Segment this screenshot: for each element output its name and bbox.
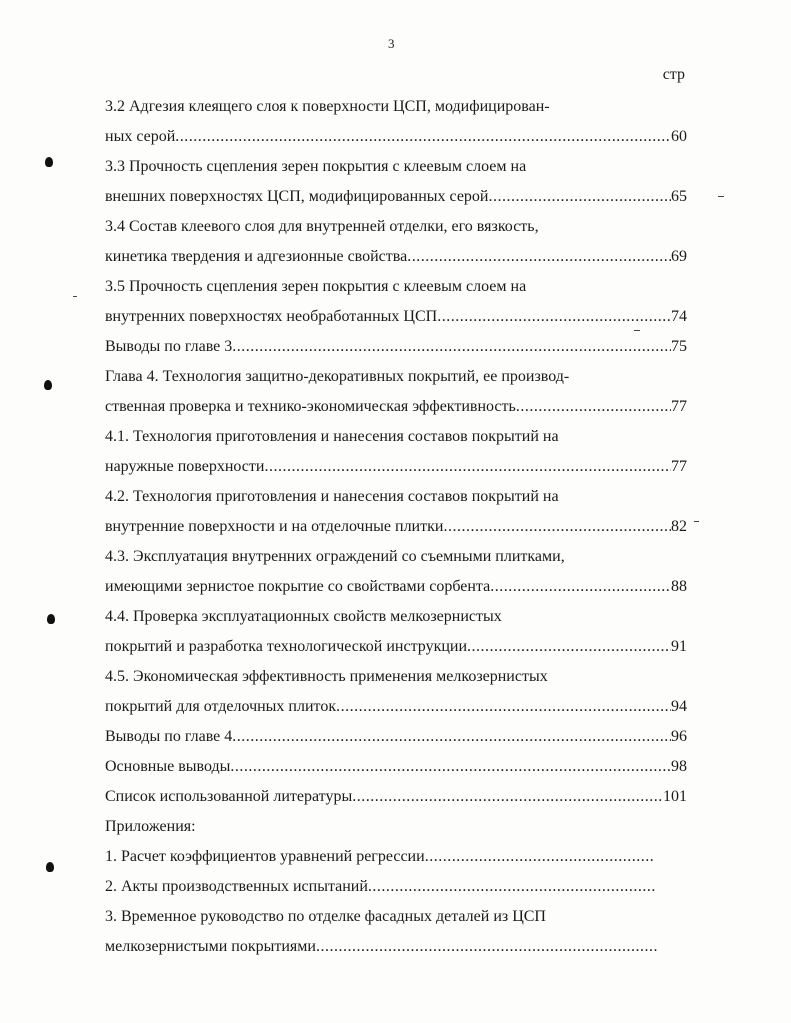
leader-dots bbox=[437, 302, 671, 332]
toc-page-number: 94 bbox=[671, 698, 687, 715]
toc-entry-text: покрытий для отделочных плиток bbox=[105, 698, 337, 715]
leader-dots bbox=[316, 932, 657, 962]
leader-dots bbox=[516, 392, 671, 422]
binder-hole-mark bbox=[47, 614, 55, 624]
toc-entry-text: ственная проверка и технико-экономическая эффективность bbox=[105, 398, 516, 415]
leader-dots bbox=[352, 782, 663, 812]
appendix-entry-text: мелкозернистыми покрытиями bbox=[105, 938, 316, 955]
toc-entry-line bbox=[105, 722, 687, 752]
toc-entry-line bbox=[105, 122, 687, 152]
binder-hole-mark bbox=[46, 862, 54, 872]
leader-dots bbox=[490, 572, 671, 602]
toc-entry-line: 4.4. Проверка эксплуатационных свойств мелкозернистых bbox=[105, 608, 502, 625]
toc-entry-text: имеющими зернистое покрытие со свойствами сорбента bbox=[105, 578, 491, 595]
scan-speck bbox=[634, 330, 640, 331]
toc-entry-line bbox=[105, 392, 687, 422]
toc-entry-text: наружные поверхности bbox=[105, 458, 265, 475]
toc-entry-line bbox=[105, 782, 687, 812]
scan-speck bbox=[718, 196, 724, 197]
leader-dots bbox=[488, 182, 671, 212]
toc-entry-line: 3.3 Прочность сцепления зерен покрытия с клеевым слоем на bbox=[105, 158, 527, 175]
toc-entry-line bbox=[105, 332, 687, 362]
leader-dots bbox=[336, 692, 671, 722]
toc-entry-line: 4.3. Эксплуатация внутренних ограждений со съемными плитками, bbox=[105, 548, 565, 565]
leader-dots bbox=[425, 842, 655, 872]
toc-entry-line bbox=[105, 692, 687, 722]
toc-page-number: 74 bbox=[671, 308, 687, 325]
toc-entry-text: Выводы по главе 4 bbox=[105, 728, 233, 745]
binder-hole-mark bbox=[45, 157, 53, 167]
toc-page-number: 98 bbox=[671, 758, 687, 775]
appendix-entry-line bbox=[105, 842, 655, 872]
appendix-entry-text: 1. Расчет коэффициентов уравнений регрессии bbox=[105, 848, 425, 865]
appendix-entry-line bbox=[105, 872, 657, 902]
toc-entry-text: Список использованной литературы bbox=[105, 788, 353, 805]
leader-dots bbox=[264, 452, 671, 482]
leader-dots bbox=[232, 332, 671, 362]
toc-entry-text: внутренних поверхностях необработанных ЦСП bbox=[105, 308, 438, 325]
leader-dots bbox=[407, 242, 671, 272]
toc-page-number: 101 bbox=[663, 788, 687, 805]
toc-entry-line: 4.2. Технология приготовления и нанесения составов покрытий на bbox=[105, 488, 559, 505]
leader-dots bbox=[230, 752, 671, 782]
toc-entry-text: кинетика твердения и адгезионные свойства bbox=[105, 248, 408, 265]
toc-entry-text: Выводы по главе 3 bbox=[105, 338, 233, 355]
table-of-contents bbox=[105, 92, 687, 962]
toc-entry-text: ных серой bbox=[105, 128, 176, 145]
toc-page-number: 60 bbox=[671, 128, 687, 145]
appendix-title: Приложения: bbox=[105, 818, 196, 835]
toc-page-number: 69 bbox=[671, 248, 687, 265]
toc-page-number: 77 bbox=[671, 458, 687, 475]
leader-dots bbox=[368, 872, 657, 902]
leader-dots bbox=[232, 722, 671, 752]
appendix-entry-text: 2. Акты производственных испытаний bbox=[105, 878, 368, 895]
toc-page-number: 65 bbox=[671, 188, 687, 205]
toc-entry-line bbox=[105, 302, 687, 332]
toc-page-number: 91 bbox=[671, 638, 687, 655]
binder-hole-mark bbox=[44, 380, 52, 390]
toc-entry-line: 3.4 Состав клеевого слоя для внутренней отделки, его вязкость, bbox=[105, 218, 539, 235]
scan-speck bbox=[73, 296, 77, 297]
appendix-entry-line: 3. Временное руководство по отделке фасадных деталей из ЦСП bbox=[105, 908, 546, 925]
toc-entry-line: Глава 4. Технология защитно-декоративных покрытий, ее производ- bbox=[105, 368, 570, 385]
toc-page-number: 96 bbox=[671, 728, 687, 745]
toc-page-number: 77 bbox=[671, 398, 687, 415]
toc-page-number: 82 bbox=[671, 518, 687, 535]
toc-entry-line: 4.5. Экономическая эффективность применения мелкозернистых bbox=[105, 668, 548, 685]
toc-entry-line bbox=[105, 752, 687, 782]
page-number: 3 bbox=[388, 36, 395, 51]
toc-entry-text: покрытий и разработка технологической инструкции bbox=[105, 638, 468, 655]
toc-entry-line bbox=[105, 182, 687, 212]
toc-page-number: 75 bbox=[671, 338, 687, 355]
leader-dots bbox=[175, 122, 671, 152]
toc-entry-line: 3.2 Адгезия клеящего слоя к поверхности ЦСП, модифицирован- bbox=[105, 98, 550, 115]
leader-dots bbox=[443, 512, 671, 542]
toc-entry-text: Основные выводы bbox=[105, 758, 231, 775]
scan-speck bbox=[694, 521, 699, 522]
appendix-entry-line bbox=[105, 932, 657, 962]
toc-page-number: 88 bbox=[671, 578, 687, 595]
toc-entry-text: внешних поверхностях ЦСП, модифицированных серой bbox=[105, 188, 489, 205]
leader-dots bbox=[467, 632, 671, 662]
toc-entry-line bbox=[105, 632, 687, 662]
toc-entry-line bbox=[105, 452, 687, 482]
toc-entry-line bbox=[105, 242, 687, 272]
toc-entry-line bbox=[105, 572, 687, 602]
toc-entry-line bbox=[105, 512, 687, 542]
toc-entry-line: 4.1. Технология приготовления и нанесения составов покрытий на bbox=[105, 428, 559, 445]
page-column-header: стр bbox=[662, 66, 685, 83]
toc-entry-text: внутренние поверхности и на отделочные плитки bbox=[105, 518, 444, 535]
toc-entry-line: 3.5 Прочность сцепления зерен покрытия с клеевым слоем на bbox=[105, 278, 527, 295]
